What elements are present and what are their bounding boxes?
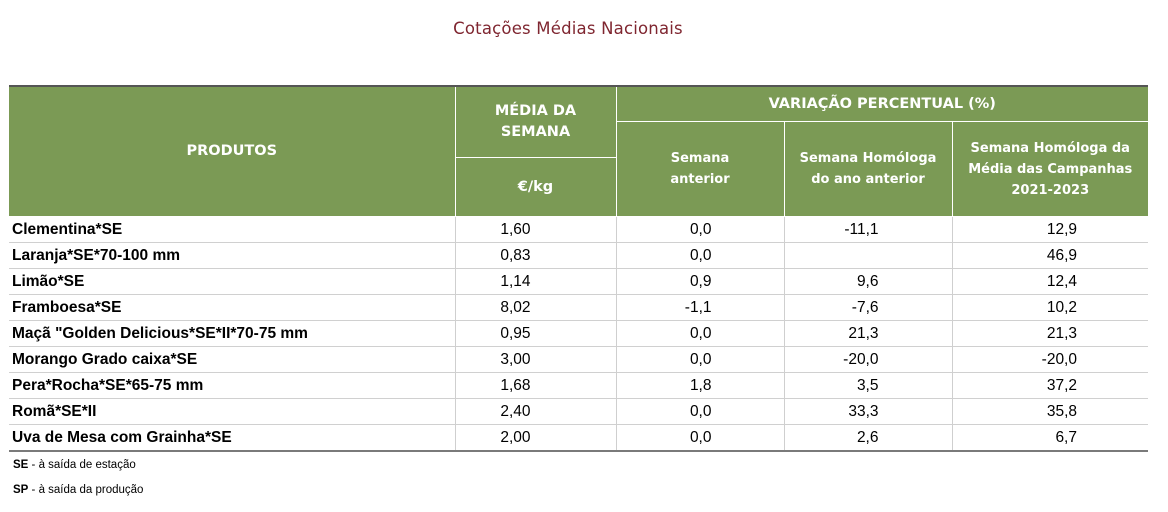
cell-produto: Uva de Mesa com Grainha*SE [9, 425, 455, 452]
cell-homologa-ano: 9,6 [784, 269, 952, 295]
header-sub1-line1: Semana [670, 151, 730, 166]
header-semana-homologa-ano [784, 122, 952, 217]
cell-homologa-ano: -20,0 [784, 347, 952, 373]
cell-media: 1,60 [455, 217, 616, 243]
prices-table [9, 85, 1148, 452]
cell-media: 0,83 [455, 243, 616, 269]
cell-produto: Laranja*SE*70-100 mm [9, 243, 455, 269]
cell-produto: Framboesa*SE [9, 295, 455, 321]
table-row [9, 425, 1148, 452]
cell-media: 3,00 [455, 347, 616, 373]
cell-homologa-ano: -11,1 [784, 217, 952, 243]
header-media-line1: MÉDIA DA [494, 103, 577, 119]
header-sub3-line1: Semana Homóloga da [970, 140, 1130, 156]
cell-homologa-campanhas: 12,9 [952, 217, 1148, 243]
table-row [9, 217, 1148, 243]
header-produtos: PRODUTOS [9, 86, 455, 217]
footnotes [13, 457, 143, 507]
footnote-text: - à saída da produção [28, 484, 144, 496]
cell-media: 1,14 [455, 269, 616, 295]
header-sub3-line2: Média das Campanhas [968, 161, 1133, 177]
cell-semana-anterior: 0,0 [616, 217, 784, 243]
cell-semana-anterior: 0,0 [616, 399, 784, 425]
cell-homologa-campanhas: 10,2 [952, 295, 1148, 321]
cell-semana-anterior: 0,0 [616, 347, 784, 373]
footnote-text: - à saída de estação [28, 459, 136, 471]
cell-homologa-campanhas: 12,4 [952, 269, 1148, 295]
cell-media: 0,95 [455, 321, 616, 347]
header-variacao-percentual: VARIAÇÃO PERCENTUAL (%) [616, 86, 1148, 122]
cell-produto: Maçã "Golden Delicious*SE*II*70-75 mm [9, 321, 455, 347]
cell-homologa-ano: 2,6 [784, 425, 952, 452]
cell-media: 2,40 [455, 399, 616, 425]
cell-homologa-campanhas: -20,0 [952, 347, 1148, 373]
header-media-line2: SEMANA [500, 124, 571, 140]
header-media-semana [455, 86, 616, 158]
cell-produto: Pera*Rocha*SE*65-75 mm [9, 373, 455, 399]
cell-homologa-ano: 21,3 [784, 321, 952, 347]
cell-homologa-campanhas: 6,7 [952, 425, 1148, 452]
header-semana-homologa-campanhas [952, 122, 1148, 217]
table-row [9, 399, 1148, 425]
header-sub1-line2: anterior [670, 172, 730, 187]
cell-produto: Morango Grado caixa*SE [9, 347, 455, 373]
cell-produto: Romã*SE*II [9, 399, 455, 425]
cell-semana-anterior: 0,9 [616, 269, 784, 295]
table-row [9, 295, 1148, 321]
cell-media: 2,00 [455, 425, 616, 452]
table-row [9, 269, 1148, 295]
footnote-abbr: SP [13, 484, 29, 496]
footnote-se [13, 457, 143, 482]
cell-semana-anterior: 0,0 [616, 321, 784, 347]
table-body [9, 217, 1148, 452]
cell-semana-anterior: -1,1 [616, 295, 784, 321]
footnote-sp [13, 482, 143, 507]
cell-homologa-ano: -7,6 [784, 295, 952, 321]
table-row [9, 243, 1148, 269]
cell-homologa-ano: 3,5 [784, 373, 952, 399]
table-row [9, 321, 1148, 347]
table-row [9, 373, 1148, 399]
header-sub3-line3: 2021-2023 [1011, 182, 1090, 198]
footnote-abbr: SE [13, 459, 29, 471]
cell-produto: Limão*SE [9, 269, 455, 295]
table-row [9, 347, 1148, 373]
cell-semana-anterior: 1,8 [616, 373, 784, 399]
header-sub2-line1: Semana Homóloga [799, 151, 937, 166]
header-sub2-line2: do ano anterior [811, 172, 925, 187]
cell-homologa-campanhas: 46,9 [952, 243, 1148, 269]
cell-media: 1,68 [455, 373, 616, 399]
header-semana-anterior [616, 122, 784, 217]
cell-produto: Clementina*SE [9, 217, 455, 243]
cell-semana-anterior: 0,0 [616, 243, 784, 269]
page-title: Cotações Médias Nacionais [453, 19, 683, 38]
cell-media: 8,02 [455, 295, 616, 321]
cell-semana-anterior: 0,0 [616, 425, 784, 452]
cell-homologa-ano: 33,3 [784, 399, 952, 425]
cell-homologa-campanhas: 21,3 [952, 321, 1148, 347]
cell-homologa-ano [784, 243, 952, 269]
header-unit: €/kg [455, 158, 616, 217]
cell-homologa-campanhas: 37,2 [952, 373, 1148, 399]
cell-homologa-campanhas: 35,8 [952, 399, 1148, 425]
